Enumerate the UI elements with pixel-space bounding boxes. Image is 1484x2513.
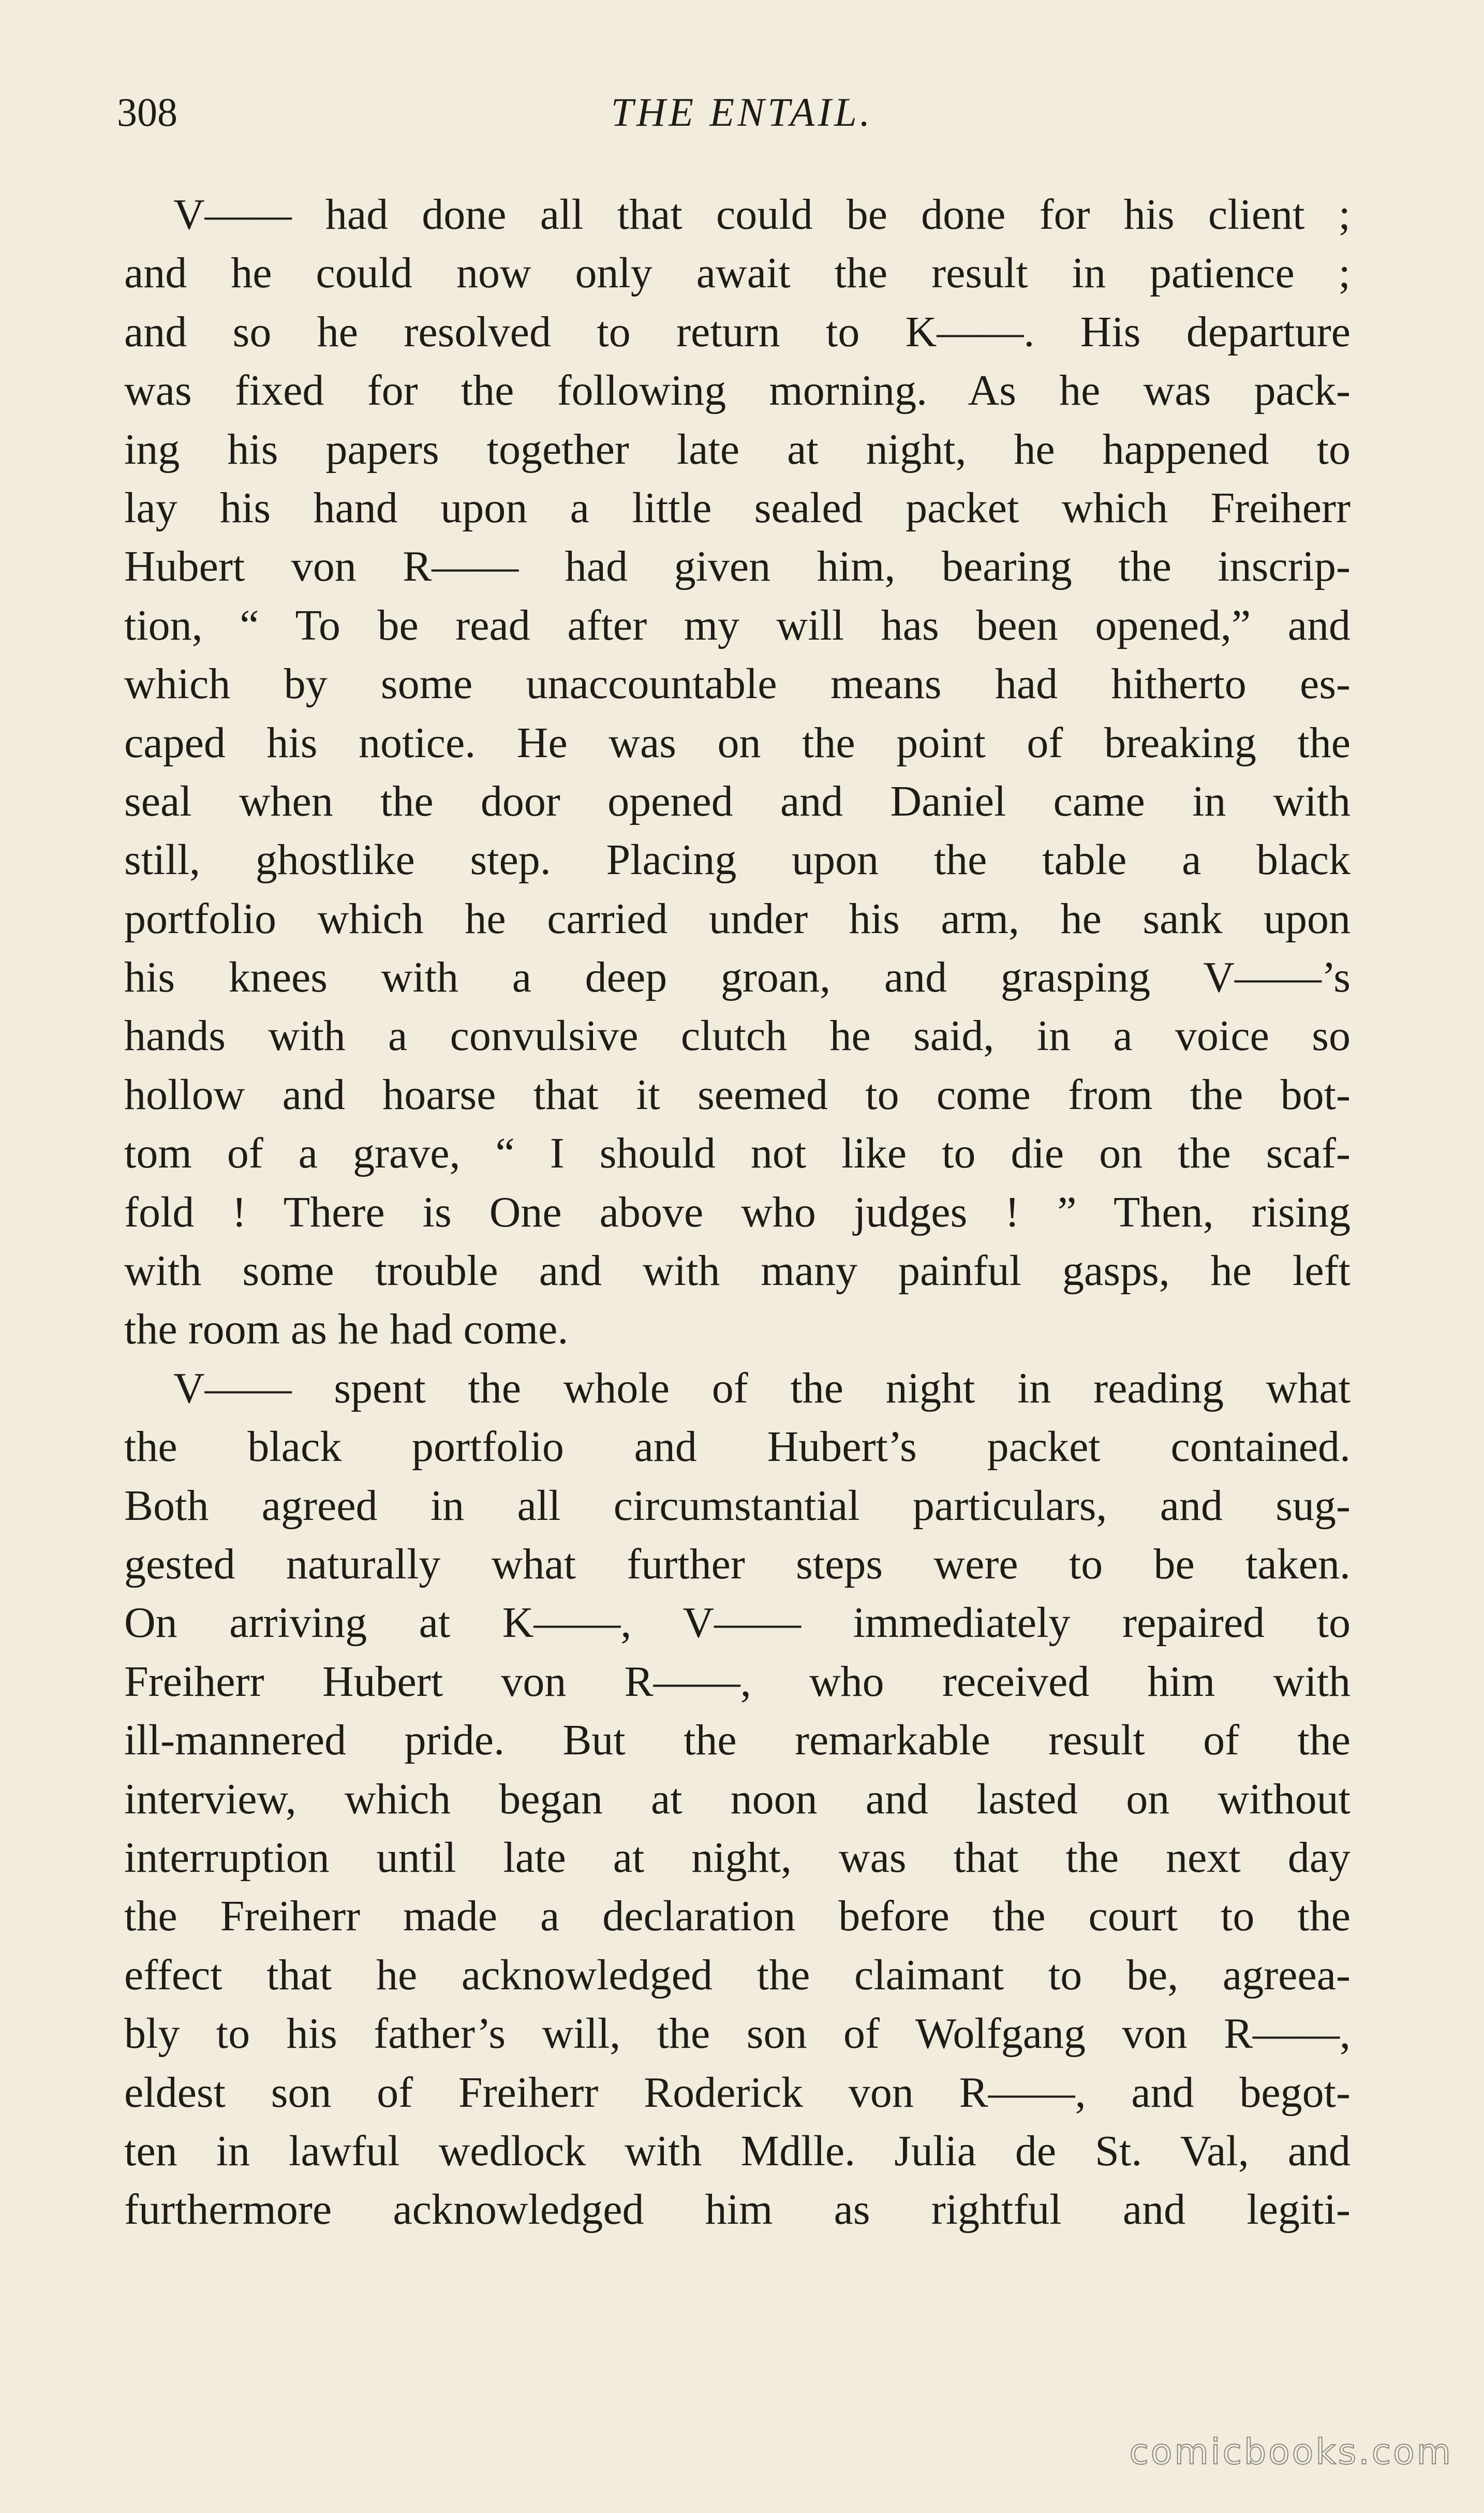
text-line: Both agreed in all circumstantial particulars, and sug- bbox=[124, 1481, 1351, 1530]
text-line: ing his papers together late at night, he happened to bbox=[124, 425, 1351, 474]
running-head: THE ENTAIL. bbox=[611, 90, 873, 135]
text-line: lay his hand upon a little sealed packet which Freiherr bbox=[124, 483, 1351, 532]
text-line: which by some unaccountable means had hitherto es- bbox=[124, 660, 1351, 708]
text-line: bly to his father’s will, the son of Wolfgang von R——, bbox=[124, 2009, 1351, 2058]
text-line: the black portfolio and Hubert’s packet contained. bbox=[124, 1423, 1351, 1471]
text-line: with some trouble and with many painful gasps, he left bbox=[124, 1247, 1351, 1295]
text-line: the Freiherr made a declaration before the court to the bbox=[124, 1892, 1351, 1941]
text-line: portfolio which he carried under his arm, he sank upon bbox=[124, 894, 1351, 943]
text-line: furthermore acknowledged him as rightful and legiti- bbox=[124, 2185, 1351, 2234]
text-line: was fixed for the following morning. As he was pack- bbox=[124, 366, 1351, 415]
text-line: his knees with a deep groan, and grasping V——’s bbox=[124, 953, 1351, 1002]
text-line: hands with a convulsive clutch he said, in a voice so bbox=[124, 1012, 1351, 1060]
text-line: Freiherr Hubert von R——, who received him with bbox=[124, 1657, 1351, 1706]
text-line: interview, which began at noon and lasted on without bbox=[124, 1775, 1351, 1823]
text-line: V—— had done all that could be done for his client ; bbox=[173, 190, 1351, 239]
text-line: Hubert von R—— had given him, bearing the inscrip- bbox=[124, 542, 1351, 591]
page-number: 308 bbox=[117, 90, 177, 135]
text-line: still, ghostlike step. Placing upon the table a black bbox=[124, 836, 1351, 884]
text-line: ten in lawful wedlock with Mdlle. Julia de St. Val, and bbox=[124, 2126, 1351, 2175]
text-line: the room as he had come. bbox=[124, 1305, 569, 1354]
text-line: hollow and hoarse that it seemed to come from the bot- bbox=[124, 1070, 1351, 1119]
text-line: gested naturally what further steps were to be taken. bbox=[124, 1540, 1351, 1588]
text-line: fold ! There is One above who judges ! ” Then, rising bbox=[124, 1188, 1351, 1236]
text-line: On arriving at K——, V—— immediately repaired to bbox=[124, 1599, 1351, 1647]
watermark: comicbooks.com bbox=[1129, 2432, 1453, 2473]
text-line: interruption until late at night, was that the next day bbox=[124, 1833, 1351, 1882]
body-text bbox=[124, 185, 1351, 2239]
text-line: eldest son of Freiherr Roderick von R——, and begot- bbox=[124, 2068, 1351, 2117]
text-line: tom of a grave, “ I should not like to die on the scaf- bbox=[124, 1129, 1351, 1178]
text-line: ill-mannered pride. But the remarkable result of the bbox=[124, 1716, 1351, 1765]
text-line: effect that he acknowledged the claimant to be, agreea- bbox=[124, 1950, 1351, 1999]
text-line: tion, “ To be read after my will has been opened,” and bbox=[124, 601, 1351, 649]
paragraph-2 bbox=[124, 1359, 1351, 2239]
paragraph-1 bbox=[124, 185, 1351, 1359]
text-line: V—— spent the whole of the night in reading what bbox=[173, 1364, 1351, 1412]
text-line: seal when the door opened and Daniel came in with bbox=[124, 777, 1351, 825]
text-line: and so he resolved to return to K——. His departure bbox=[124, 307, 1351, 356]
text-line: caped his notice. He was on the point of breaking the bbox=[124, 718, 1351, 767]
text-line: and he could now only await the result in patience ; bbox=[124, 249, 1351, 298]
